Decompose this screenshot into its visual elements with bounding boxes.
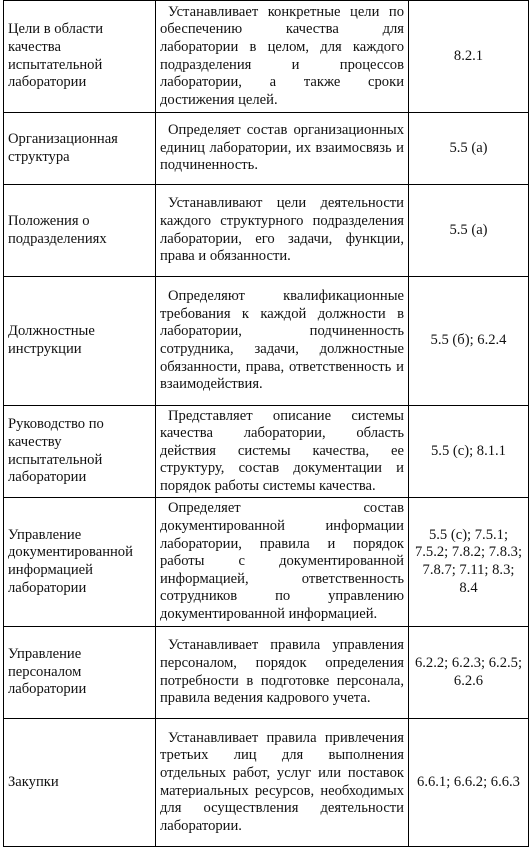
description-text: Устанавливает правила управления персоналом, порядок определения потребности в подготовке персонала, правила ведения кадрового учета. xyxy=(160,637,404,707)
table-row xyxy=(4,277,529,406)
document-name: Организационная структура xyxy=(4,113,156,185)
table-row xyxy=(4,113,529,185)
description-text: Определяют квалификационные требования к каждой должности в лаборатории, подчиненность сотрудника, задачи, должностные обязанности, права, ответственность и взаимодействия. xyxy=(160,288,404,393)
description-text: Определяет состав документированной информации лаборатории, правила и порядок работы с документированной информацией, ответственность сотрудников по управлению документированной информацией. xyxy=(160,500,404,622)
document-name: Руководство по качеству испытательной лаборатории xyxy=(4,406,156,498)
table-row xyxy=(4,498,529,627)
document-name: Цели в области качества испытательной лаборатории xyxy=(4,1,156,113)
table-row xyxy=(4,719,529,847)
description-text: Устанавливает конкретные цели по обеспечению качества для лаборатории в целом, для каждого подразделения и процессов лаборатории, а также сроки достижения целей. xyxy=(160,3,404,108)
document-description xyxy=(156,185,409,277)
standard-clauses: 5.5 (б); 6.2.4 xyxy=(409,277,529,406)
documents-table xyxy=(3,0,529,847)
table-row xyxy=(4,1,529,113)
description-text: Представляет описание системы качества лаборатории, область действия системы качества, ее структуру, состав документации и порядок работы системы качества. xyxy=(160,407,404,494)
description-text: Устанавливают цели деятельности каждого структурного подразделения лаборатории, его задачи, функции, права и обязанности. xyxy=(160,195,404,265)
standard-clauses: 5.5 (а) xyxy=(409,113,529,185)
document-description xyxy=(156,277,409,406)
document-name: Положения о подразделениях xyxy=(4,185,156,277)
standard-clauses: 6.2.2; 6.2.3; 6.2.5; 6.2.6 xyxy=(409,627,529,719)
document-description xyxy=(156,406,409,498)
document-description xyxy=(156,627,409,719)
document-name: Управление персоналом лаборатории xyxy=(4,627,156,719)
description-text: Определяет состав организационных единиц лаборатории, их взаимосвязь и подчиненность. xyxy=(160,122,404,174)
document-description xyxy=(156,498,409,627)
document-name: Закупки xyxy=(4,719,156,847)
standard-clauses: 8.2.1 xyxy=(409,1,529,113)
table-row xyxy=(4,185,529,277)
document-name: Должностные инструкции xyxy=(4,277,156,406)
standard-clauses: 5.5 (с); 7.5.1; 7.5.2; 7.8.2; 7.8.3; 7.8.7; 7.11; 8.3; 8.4 xyxy=(409,498,529,627)
standard-clauses: 6.6.1; 6.6.2; 6.6.3 xyxy=(409,719,529,847)
document-description xyxy=(156,1,409,113)
standard-clauses: 5.5 (а) xyxy=(409,185,529,277)
description-text: Устанавливает правила привлечения третьих лиц для выполнения отдельных работ, услуг или поставок материальных ресурсов, необходимых для осуществления деятельности лаборатории. xyxy=(160,729,404,834)
table-row xyxy=(4,406,529,498)
document-description xyxy=(156,113,409,185)
table-row xyxy=(4,627,529,719)
document-name: Управление документированной информацией лаборатории xyxy=(4,498,156,627)
document-description xyxy=(156,719,409,847)
standard-clauses: 5.5 (с); 8.1.1 xyxy=(409,406,529,498)
